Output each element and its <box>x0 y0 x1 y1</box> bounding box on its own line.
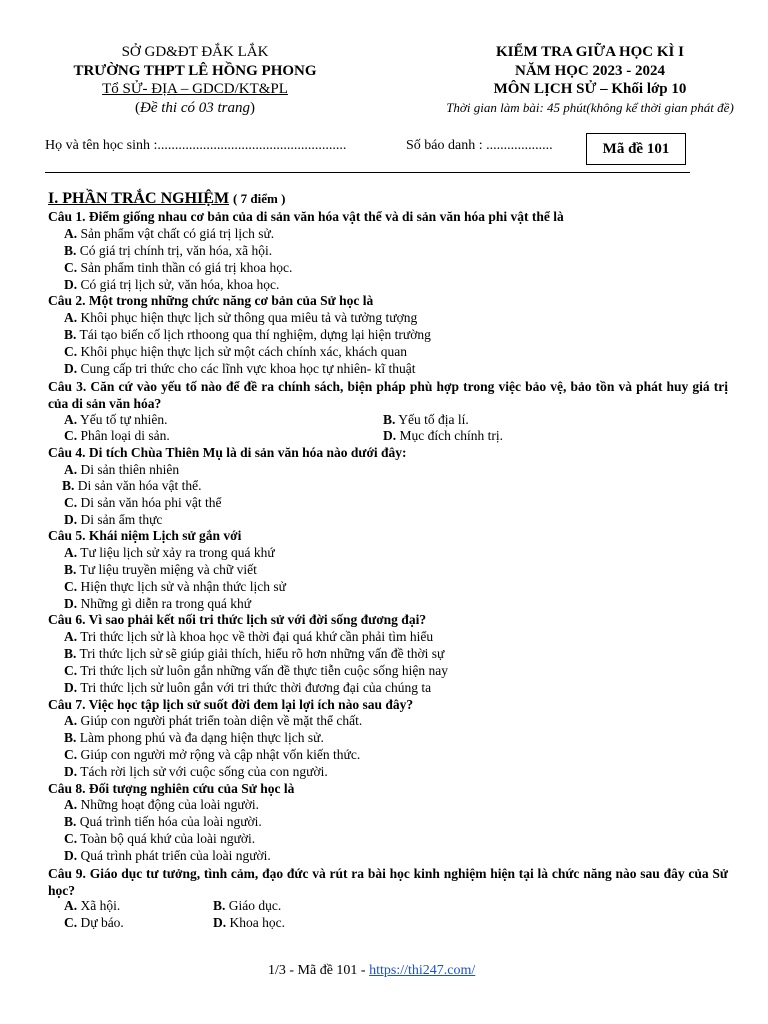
question-8-option-d[interactable]: D. Quá trình phát triển của loài người. <box>64 848 271 863</box>
question-text: Căn cứ vào yếu tố nào để đề ra chính sách, biện pháp phù hợp trong việc bảo vệ, bảo tồn và phát huy giá trị của di sản văn hóa? <box>48 379 729 411</box>
question-6-stem <box>48 612 426 628</box>
question-8-option-a[interactable]: A. Những hoạt động của loài người. <box>64 797 259 812</box>
question-6-option-b[interactable]: B. Tri thức lịch sử sẽ giúp giải thích, hiểu rõ hơn những vấn đề thời sự <box>64 646 445 661</box>
question-text: Di tích Chùa Thiên Mụ là di sản văn hóa nào dưới đây: <box>88 445 407 460</box>
question-3-option-d[interactable]: D. Mục đích chính trị. <box>383 428 503 443</box>
question-8-stem <box>48 781 294 797</box>
question-3-stem <box>48 378 728 412</box>
subject-group: Tổ SỬ- ĐỊA – GDCD/KT&PL <box>102 81 288 97</box>
school-name: TRƯỜNG THPT LÊ HỒNG PHONG <box>73 63 317 79</box>
question-7-option-c[interactable]: C. Giúp con người mở rộng và cập nhật vốn kiến thức. <box>64 747 361 762</box>
question-4-option-a[interactable]: A. Di sản thiên nhiên <box>64 462 180 477</box>
question-2-option-c[interactable]: C. Khôi phục hiện thực lịch sử một cách chính xác, khách quan <box>64 344 408 359</box>
question-1-option-b[interactable]: B. Có giá trị chính trị, văn hóa, xã hội. <box>64 243 273 258</box>
question-6-option-c[interactable]: C. Tri thức lịch sử luôn gắn những vấn đề thực tiễn cuộc sống hiện nay <box>64 663 448 678</box>
question-5-stem <box>48 528 241 544</box>
page-footer: 1/3 - Mã đề 101 - https://thi247.com/ <box>268 963 476 978</box>
question-1-option-a[interactable]: A. Sản phẩm vật chất có giá trị lịch sử. <box>64 226 275 241</box>
question-9-option-a[interactable]: A. Xã hội. <box>64 898 121 913</box>
time-note: Thời gian làm bài: 45 phút(không kể thời gian phát đề) <box>446 100 734 115</box>
question-4-stem <box>48 445 407 461</box>
question-label: Câu 5. <box>48 528 86 543</box>
question-label: Câu 2. <box>48 293 86 308</box>
question-3-option-c[interactable]: C. Phân loại di sản. <box>64 428 170 443</box>
question-6-option-d[interactable]: D. Tri thức lịch sử luôn gắn với tri thức thời đương đại của chúng ta <box>64 680 432 695</box>
department-name: SỞ GD&ĐT ĐẮK LẮK <box>121 44 269 60</box>
question-3-option-b[interactable]: B. Yếu tố địa lí. <box>383 412 469 427</box>
question-label: Câu 4. <box>48 445 86 460</box>
question-4-option-d[interactable]: D. Di sản ẩm thực <box>64 512 163 527</box>
question-9-option-d[interactable]: D. Khoa học. <box>213 915 285 930</box>
question-text: Giáo dục tư tưởng, tình cảm, đạo đức và rút ra bài học kinh nghiệm hiện tại là chức năng nào sau đây của Sử học? <box>48 866 728 898</box>
student-id-field: Số báo danh : ................... <box>406 138 553 153</box>
question-text: Một trong những chức năng cơ bản của Sử học là <box>88 293 374 308</box>
footer-link[interactable]: https://thi247.com/ <box>369 963 476 978</box>
question-label: Câu 9. <box>48 866 86 881</box>
separator-line <box>45 172 690 173</box>
question-label: Câu 7. <box>48 697 86 712</box>
question-label: Câu 3. <box>48 379 87 394</box>
question-text: Khái niệm Lịch sử gắn với <box>88 528 242 543</box>
question-1-option-c[interactable]: C. Sản phẩm tinh thần có giá trị khoa học. <box>64 260 293 275</box>
exam-title: KIỂM TRA GIỮA HỌC KÌ I <box>496 44 684 60</box>
question-1-stem <box>48 209 564 225</box>
question-5-option-a[interactable]: A. Tư liệu lịch sử xảy ra trong quá khứ <box>64 545 275 560</box>
question-2-option-d[interactable]: D. Cung cấp tri thức cho các lĩnh vực khoa học tự nhiên- kĩ thuật <box>64 361 416 376</box>
question-7-option-a[interactable]: A. Giúp con người phát triển toàn diện về mặt thể chất. <box>64 713 363 728</box>
question-9-stem <box>48 865 728 899</box>
question-text: Vì sao phải kết nối tri thức lịch sử với đời sống đương đại? <box>88 612 427 627</box>
student-name-field: Họ và tên học sinh :...................................................... <box>45 138 347 153</box>
question-4-option-b[interactable]: B. Di sản văn hóa vật thể. <box>62 478 202 493</box>
question-4-option-c[interactable]: C. Di sản văn hóa phi vật thể <box>64 495 222 510</box>
question-3-option-a[interactable]: A. Yếu tố tự nhiên. <box>64 412 168 427</box>
question-2-option-b[interactable]: B. Tái tạo biến cố lịch rthoong qua thí nghiệm, dựng lại hiện trường <box>64 327 431 342</box>
question-7-stem <box>48 697 413 713</box>
question-8-option-b[interactable]: B. Quá trình tiến hóa của loài người. <box>64 814 262 829</box>
school-year: NĂM HỌC 2023 - 2024 <box>515 63 665 79</box>
question-label: Câu 6. <box>48 612 86 627</box>
question-label: Câu 8. <box>48 781 86 796</box>
question-1-option-d[interactable]: D. Có giá trị lịch sử, văn hóa, khoa học. <box>64 277 280 292</box>
question-text: Đối tượng nghiên cứu của Sử học là <box>88 781 295 796</box>
question-8-option-c[interactable]: C. Toàn bộ quá khứ của loài người. <box>64 831 256 846</box>
question-2-stem <box>48 293 373 309</box>
question-5-option-d[interactable]: D. Những gì diễn ra trong quá khứ <box>64 596 252 611</box>
exam-code-box: Mã đề 101 <box>586 133 686 165</box>
question-text: Điểm giống nhau cơ bản của di sản văn hóa vật thể và di sản văn hóa phi vật thể là <box>88 209 564 224</box>
question-9-option-c[interactable]: C. Dự báo. <box>64 915 124 930</box>
question-text: Việc học tập lịch sử suốt đời đem lại lợi ích nào sau đây? <box>88 697 414 712</box>
page-count-note: (Đề thi có 03 trang) <box>135 100 255 116</box>
question-7-option-d[interactable]: D. Tách rời lịch sử với cuộc sống của con người. <box>64 764 328 779</box>
subject-title: MÔN LỊCH SỬ – Khối lớp 10 <box>493 81 687 97</box>
question-5-option-b[interactable]: B. Tư liệu truyền miệng và chữ viết <box>64 562 257 577</box>
question-5-option-c[interactable]: C. Hiện thực lịch sử và nhận thức lịch sử <box>64 579 286 594</box>
section-heading: I. PHẦN TRẮC NGHIỆM ( 7 điểm ) <box>48 190 286 207</box>
question-2-option-a[interactable]: A. Khôi phục hiện thực lịch sử thông qua miêu tả và tưởng tượng <box>64 310 418 325</box>
question-6-option-a[interactable]: A. Tri thức lịch sử là khoa học về thời đại quá khứ cần phải tìm hiểu <box>64 629 434 644</box>
question-7-option-b[interactable]: B. Làm phong phú và đa dạng hiện thực lịch sử. <box>64 730 324 745</box>
question-label: Câu 1. <box>48 209 86 224</box>
question-9-option-b[interactable]: B. Giáo dục. <box>213 898 282 913</box>
